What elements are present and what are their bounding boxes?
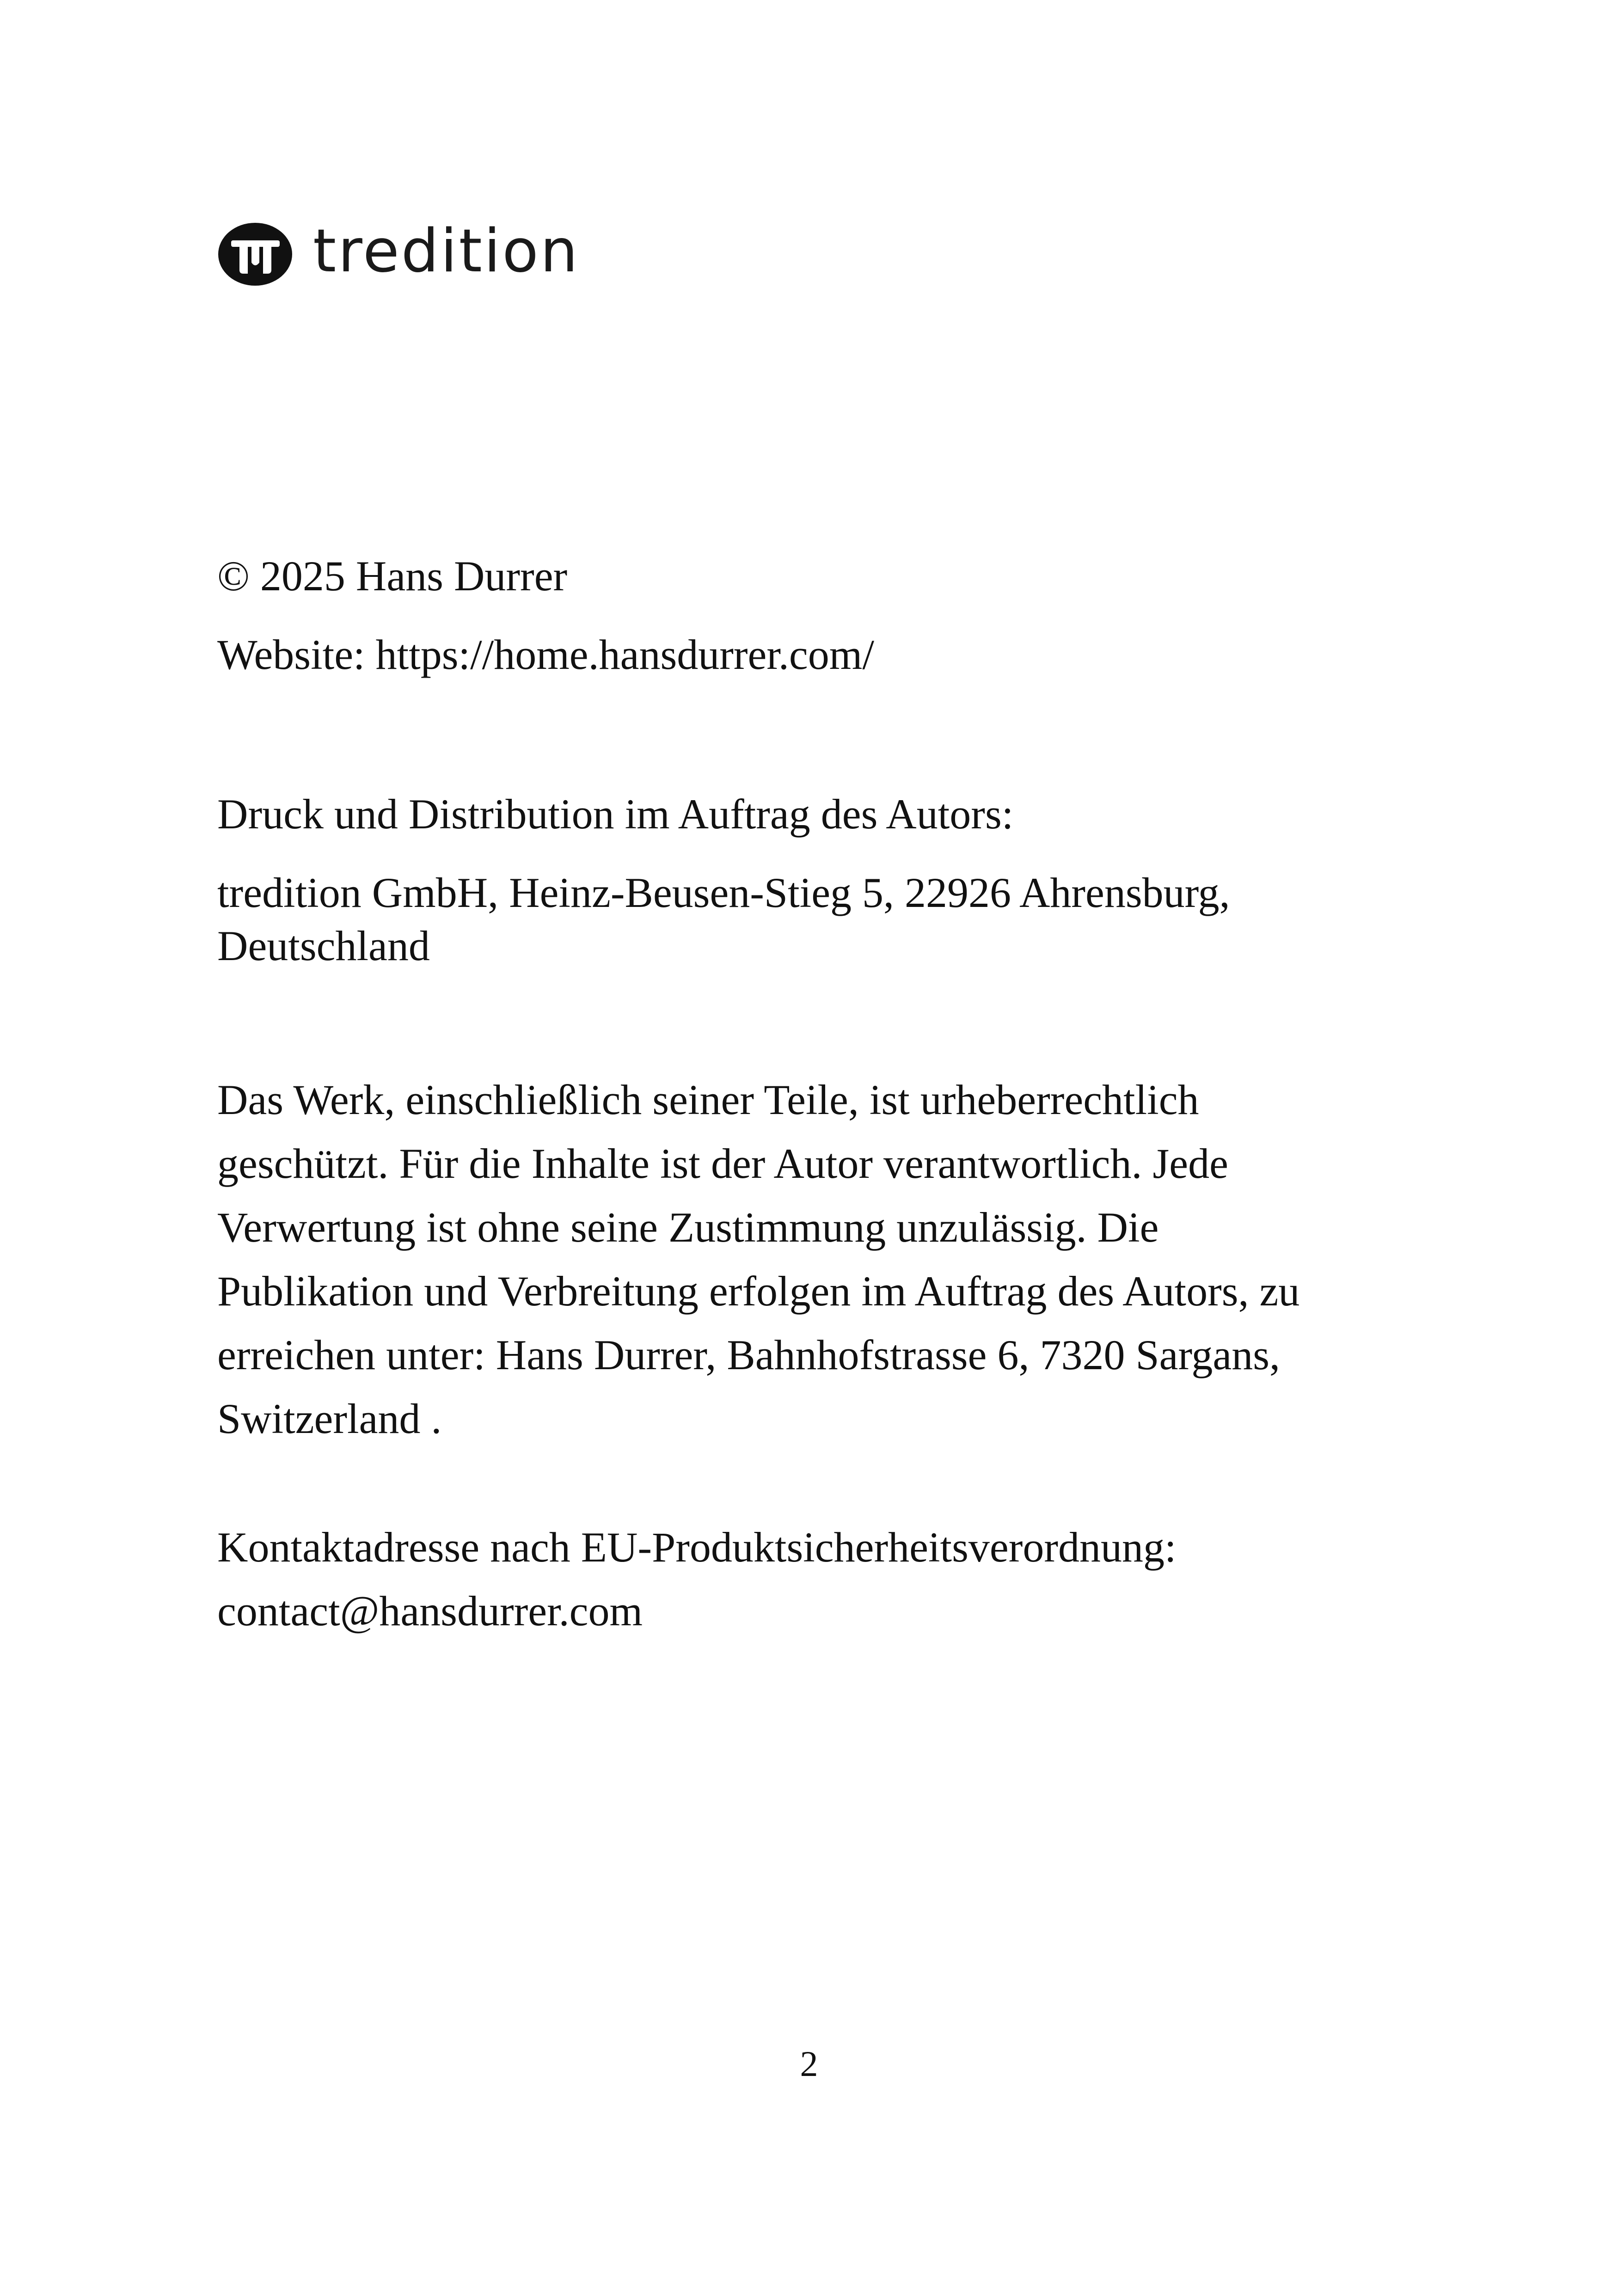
tredition-logo-icon [217,222,294,287]
publisher-logo [217,217,580,291]
rights-notice-line: Publikation und Verbreitung erfolgen im Auftrag des Autors, zu [217,1267,1300,1315]
rights-notice-line: geschützt. Für die Inhalte ist der Autor verantwortlich. Jede [217,1140,1228,1187]
copyright-line: © 2025 Hans Durrer [217,552,568,600]
page-number: 2 [800,2044,818,2084]
print-heading: Druck und Distribution im Auftrag des Autors: [217,790,1014,838]
rights-notice-line: Das Werk, einschließlich seiner Teile, ist urheberrechtlich [217,1076,1199,1123]
contact-heading: Kontaktadresse nach EU-Produktsicherheitsverordnung: [217,1524,1177,1571]
publisher-address-line-1: tredition GmbH, Heinz-Beusen-Stieg 5, 22926 Ahrensburg, [217,869,1230,916]
publisher-address-line-2: Deutschland [217,922,430,969]
contact-email: contact@hansdurrer.com [217,1587,643,1635]
rights-notice [217,1068,1465,1451]
logo-wordmark: tredition [313,217,580,286]
rights-notice-line: Switzerland . [217,1395,442,1442]
rights-notice-line: erreichen unter: Hans Durrer, Bahnhofstrasse 6, 7320 Sargans, [217,1331,1281,1378]
rights-notice-line: Verwertung ist ohne seine Zustimmung unzulässig. Die [217,1204,1159,1251]
contact-block [217,1515,1465,1643]
website-line: Website: https://home.hansdurrer.com/ [217,631,874,678]
